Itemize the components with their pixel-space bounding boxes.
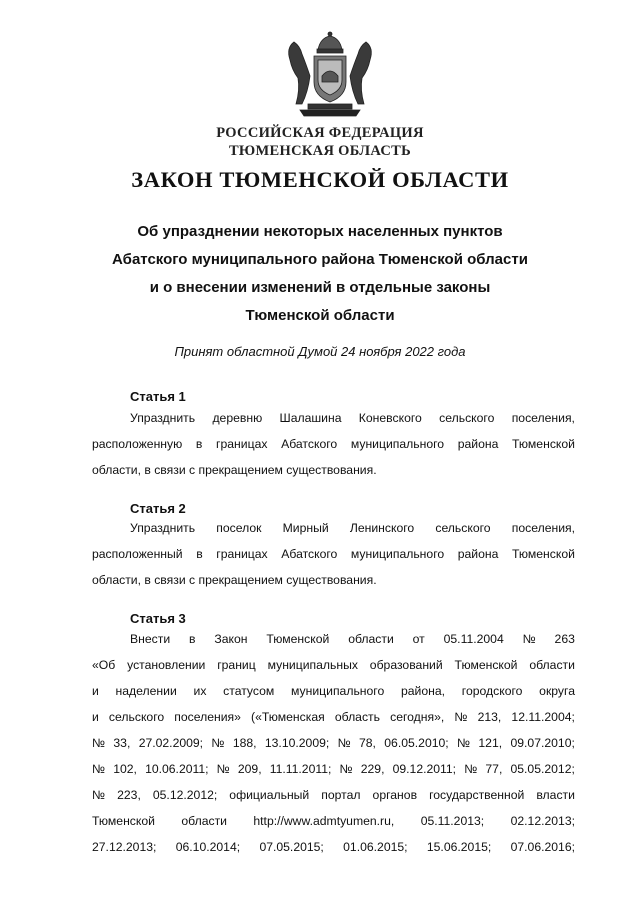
word: 12.11.2004; <box>511 710 575 724</box>
word: от <box>412 632 425 646</box>
word: 09.07.2010; <box>510 736 575 750</box>
word: область <box>334 710 380 724</box>
article-text-line <box>92 515 575 541</box>
article-text-line <box>92 431 575 457</box>
word: расположенный <box>92 547 183 561</box>
word: 223, <box>117 788 141 802</box>
word: № <box>457 736 471 750</box>
article-text-line <box>92 541 575 567</box>
word: муниципальных <box>267 658 358 672</box>
region-heading: ТЮМЕНСКАЯ ОБЛАСТЬ <box>228 143 412 159</box>
word: 209, <box>237 762 262 776</box>
word: № <box>454 710 468 724</box>
word: Абатского <box>281 437 338 451</box>
article-text-line: области, в связи с прекращением существования. <box>92 573 377 587</box>
word: сельского <box>439 411 495 425</box>
word: Внести <box>130 632 171 646</box>
article-text-line <box>92 704 575 730</box>
word: («Тюменская <box>251 710 325 724</box>
word: района <box>457 547 499 561</box>
word: 27.12.2013; <box>92 840 157 854</box>
coat-of-arms-icon <box>280 30 380 118</box>
word: района <box>457 437 499 451</box>
word: 77, <box>485 762 503 776</box>
law-title <box>0 218 640 330</box>
word: 06.05.2010; <box>384 736 449 750</box>
word: 13.10.2009; <box>264 736 330 750</box>
word: 229, <box>360 762 385 776</box>
word: образований <box>369 658 443 672</box>
article-text-line: области, в связи с прекращением существования. <box>92 463 377 477</box>
article-text-line <box>92 782 575 808</box>
word: района, <box>401 684 446 698</box>
word: 01.06.2015; <box>343 840 408 854</box>
article-1-body <box>92 405 575 483</box>
word: Тюменской <box>454 658 518 672</box>
country-heading: РОССИЙСКАЯ ФЕДЕРАЦИЯ <box>216 125 424 141</box>
word: Закон <box>214 632 248 646</box>
word: власти <box>536 788 575 802</box>
word: сегодня», <box>390 710 445 724</box>
word: Упразднить <box>130 521 196 535</box>
word: Шалашина <box>279 411 342 425</box>
word: 263 <box>554 632 575 646</box>
word: Упразднить <box>130 411 196 425</box>
word: поселения, <box>511 521 575 535</box>
word: границах <box>216 547 268 561</box>
word: 02.12.2013; <box>510 814 575 828</box>
law-title-line: Абатского муниципального района Тюменской области <box>112 251 528 268</box>
adoption-note: Принят областной Думой 24 ноября 2022 года <box>174 344 466 359</box>
article-text-line <box>92 652 575 678</box>
article-2-heading: Статья 2 <box>130 501 186 516</box>
word: сельского <box>108 710 165 724</box>
law-heading: ЗАКОН ТЮМЕНСКОЙ ОБЛАСТИ <box>131 167 509 192</box>
article-text-line <box>92 678 575 704</box>
word: округа <box>539 684 575 698</box>
word: Тюменской <box>266 632 330 646</box>
word: государственной <box>429 788 525 802</box>
word: городского <box>461 684 523 698</box>
word: № <box>92 788 106 802</box>
word: № <box>337 736 351 750</box>
word: 78, <box>359 736 376 750</box>
word: 27.02.2009; <box>138 736 204 750</box>
word: поселения, <box>511 411 575 425</box>
word: области <box>181 814 227 828</box>
word: 06.10.2014; <box>175 840 241 854</box>
word: муниципального <box>350 547 445 561</box>
article-2-body <box>92 515 575 593</box>
article-text-line <box>92 834 575 860</box>
article-text-line <box>92 730 575 756</box>
article-text-line <box>92 808 575 834</box>
word: 102, <box>113 762 137 776</box>
word: № <box>216 762 230 776</box>
word: 07.05.2015; <box>259 840 324 854</box>
word: официальный <box>229 788 310 802</box>
word: Ленинского <box>349 521 415 535</box>
article-text-line <box>92 756 575 782</box>
word: в <box>189 632 196 646</box>
law-title-line: Об упразднении некоторых населенных пунктов <box>137 223 503 240</box>
article-text-line <box>92 405 575 431</box>
word: границ <box>217 658 256 672</box>
law-title-line: и о внесении изменений в отдельные законы <box>149 279 491 296</box>
word: 09.12.2011; <box>392 762 457 776</box>
word: Абатского <box>281 547 338 561</box>
law-title-line: Тюменской области <box>245 307 395 324</box>
word: муниципального <box>291 684 385 698</box>
word: 07.06.2016; <box>510 840 575 854</box>
word: 15.06.2015; <box>426 840 492 854</box>
word: границах <box>216 437 268 451</box>
word: «Об <box>92 658 116 672</box>
article-text-line <box>92 626 575 652</box>
word: Мирный <box>282 521 329 535</box>
word: 05.12.2012; <box>152 788 218 802</box>
word: муниципального <box>350 437 445 451</box>
article-3-heading: Статья 3 <box>130 611 186 626</box>
word: области <box>348 632 394 646</box>
word: портал <box>321 788 361 802</box>
word: № <box>92 762 106 776</box>
article-1-heading: Статья 1 <box>130 389 186 404</box>
article-3-body <box>92 626 575 860</box>
word: № <box>464 762 478 776</box>
word: № <box>92 736 106 750</box>
word: установлении <box>127 658 206 672</box>
word: сельского <box>435 521 491 535</box>
word: № <box>339 762 353 776</box>
word: деревню <box>212 411 263 425</box>
word: 05.11.2013; <box>420 814 485 828</box>
word: в <box>195 437 203 451</box>
word: http://www.admtyumen.ru, <box>253 814 395 828</box>
word: статусом <box>223 684 275 698</box>
word: и <box>92 710 99 724</box>
word: их <box>193 684 207 698</box>
word: области <box>529 658 575 672</box>
word: 05.11.2004 <box>443 632 504 646</box>
word: 10.06.2011; <box>145 762 209 776</box>
word: Коневского <box>358 411 422 425</box>
word: 213, <box>477 710 502 724</box>
word: 188, <box>232 736 257 750</box>
word: № <box>522 632 536 646</box>
word: поселения» <box>174 710 241 724</box>
word: расположенную <box>92 437 183 451</box>
word: 05.05.2012; <box>510 762 575 776</box>
word: в <box>196 547 203 561</box>
word: наделении <box>115 684 177 698</box>
word: Тюменской <box>92 814 155 828</box>
word: 121, <box>478 736 503 750</box>
word: № <box>211 736 225 750</box>
word: Тюменской <box>512 437 575 451</box>
word: 11.11.2011; <box>269 762 332 776</box>
word: поселок <box>216 521 262 535</box>
word: органов <box>372 788 418 802</box>
word: Тюменской <box>511 547 575 561</box>
word: и <box>92 684 99 698</box>
word: 33, <box>113 736 131 750</box>
